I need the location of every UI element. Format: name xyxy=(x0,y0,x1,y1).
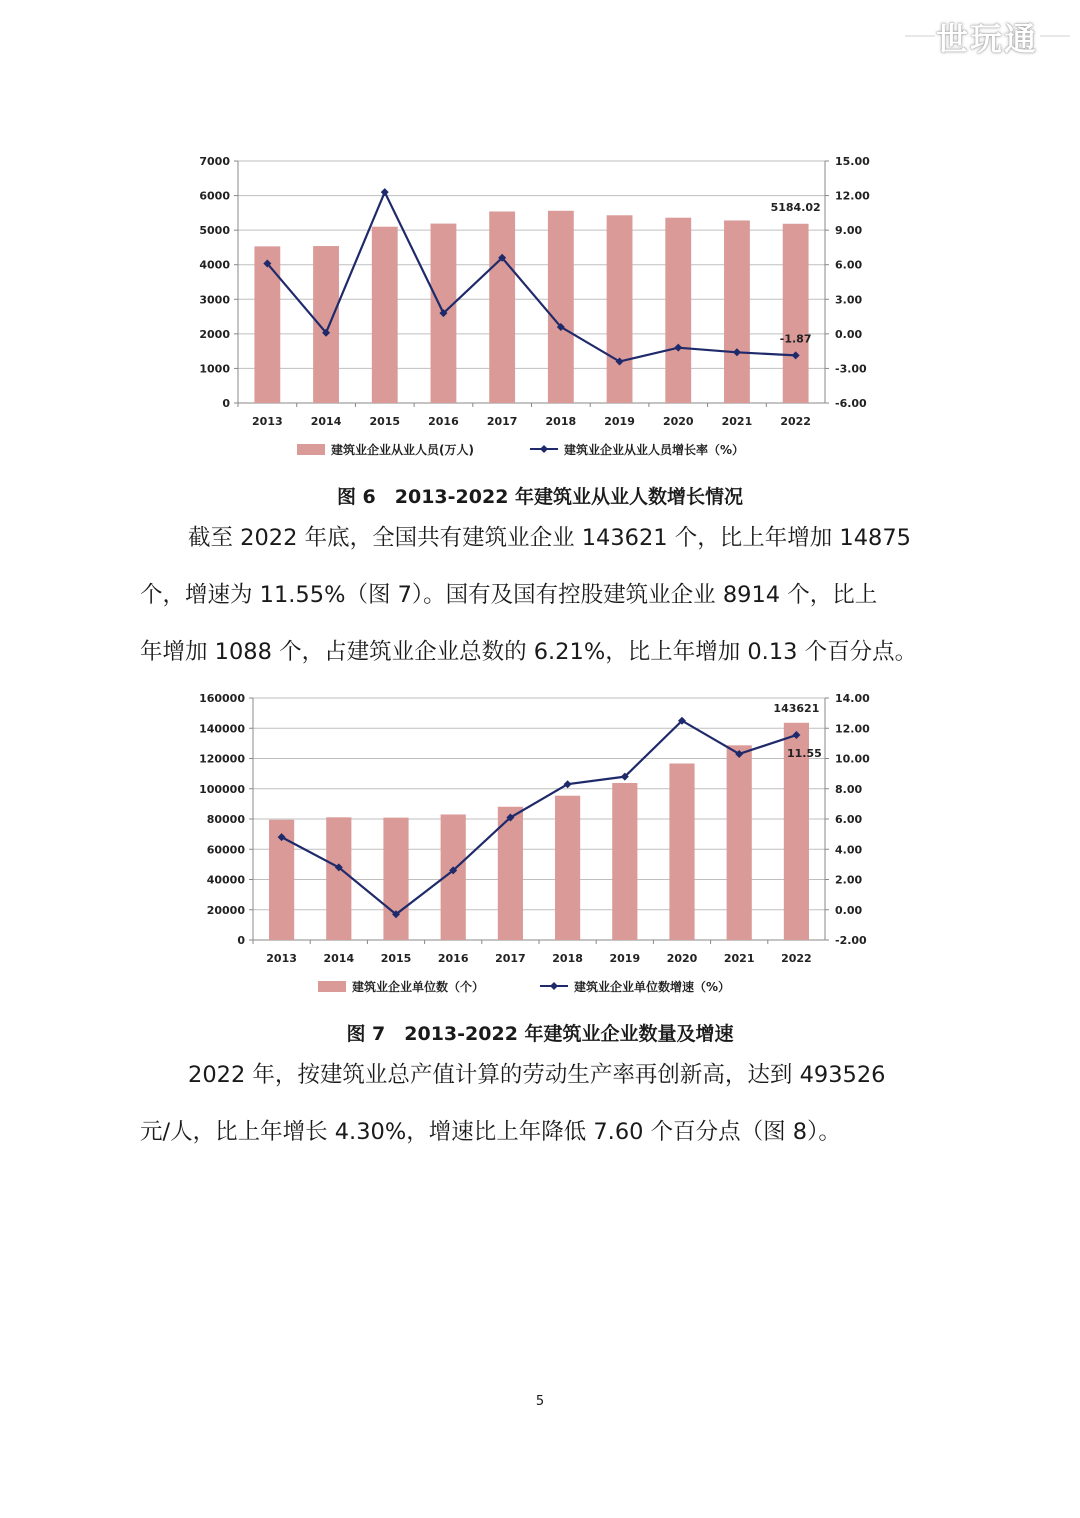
figure7-x-tick-label: 2018 xyxy=(552,952,583,965)
figure7-bar-data-label: 143621 xyxy=(773,701,820,715)
figure6-x-tick-label: 2016 xyxy=(428,415,459,428)
figure6-right-tick-label: -3.00 xyxy=(835,362,867,376)
figure6-right-tick-label: 15.00 xyxy=(835,155,870,168)
figure7-right-tick-label: 6.00 xyxy=(835,813,863,826)
figure6-legend-line-marker xyxy=(540,445,548,453)
figure7-legend-line-label: 建筑业企业单位数增速（%） xyxy=(574,980,731,994)
figure7-bar xyxy=(383,818,408,940)
figure7-x-tick-label: 2021 xyxy=(723,952,755,965)
figure6-x-tick-label: 2017 xyxy=(486,415,518,428)
figure7-x-tick-label: 2016 xyxy=(437,952,469,965)
figure6-x-tick-label: 2020 xyxy=(662,415,694,428)
figure6-x-tick-label: 2014 xyxy=(310,415,342,428)
figure6-bar xyxy=(548,211,574,403)
figure6-right-tick-label: 3.00 xyxy=(835,293,863,307)
figure6-right-tick-label: 0.00 xyxy=(835,327,863,341)
figure6-left-tick-label: 5000 xyxy=(199,224,230,238)
figure7-left-tick-label: 20000 xyxy=(206,903,245,917)
figure7-line-series xyxy=(282,721,797,915)
figure6-right-tick-label: -6.00 xyxy=(835,397,867,410)
figure6-x-tick-label: 2021 xyxy=(721,415,753,428)
paragraph-1-line-3: 年增加 1088 个，占建筑业企业总数的 6.21%，比上年增加 0.13 个百分点。 xyxy=(140,639,918,665)
figure6-x-tick-label: 2022 xyxy=(780,415,811,428)
figure7-line-data-label: 11.55 xyxy=(787,747,822,761)
figure7-right-tick-label: 2.00 xyxy=(835,873,863,887)
figure6-left-tick-label: 6000 xyxy=(199,189,230,203)
figure7-right-tick-label: 12.00 xyxy=(835,722,870,736)
figure6-left-tick-label: 0 xyxy=(222,397,230,410)
figure7-caption: 图 7 2013-2022 年建筑业企业数量及增速 xyxy=(346,1023,734,1045)
figure7-left-tick-label: 160000 xyxy=(199,692,245,705)
figure7-x-tick-label: 2020 xyxy=(666,952,698,965)
figure7-legend-bar-label: 建筑业企业单位数（个） xyxy=(352,980,485,994)
figure7-right-tick-label: 4.00 xyxy=(835,843,863,857)
figure7-left-tick-label: 60000 xyxy=(206,843,245,857)
figure6-right-tick-label: 12.00 xyxy=(835,189,870,203)
figure7-left-tick-label: 80000 xyxy=(206,813,245,826)
figure6-chart xyxy=(0,150,1080,470)
figure6-left-tick-label: 1000 xyxy=(199,362,230,376)
figure6-left-tick-label: 2000 xyxy=(199,327,230,341)
paragraph-2-line-1: 2022 年，按建筑业总产值计算的劳动生产率再创新高，达到 493526 xyxy=(188,1062,886,1088)
figure6-right-tick-label: 9.00 xyxy=(835,224,863,238)
figure7-left-tick-label: 120000 xyxy=(199,752,245,766)
figure6-left-tick-label: 7000 xyxy=(199,155,230,168)
figure7-legend-bar-swatch xyxy=(318,981,346,992)
figure7-bar xyxy=(669,763,694,940)
figure6-line-point xyxy=(381,188,389,196)
figure7-chart xyxy=(0,688,1080,1008)
figure7-x-tick-label: 2013 xyxy=(266,952,297,965)
paragraph-2 xyxy=(140,1047,940,1161)
page-number: 5 xyxy=(535,1394,545,1409)
figure6-bar xyxy=(665,218,691,403)
figure6-x-tick-label: 2019 xyxy=(604,415,635,428)
paragraph-1 xyxy=(140,510,940,681)
watermark-line-right xyxy=(1040,35,1070,37)
figure7-x-tick-label: 2015 xyxy=(380,952,412,965)
figure6-bar xyxy=(783,224,809,403)
figure7-legend-line-marker xyxy=(550,982,558,990)
figure7-bar xyxy=(326,817,351,940)
paragraph-2-line-2: 元/人，比上年增长 4.30%，增速比上年降低 7.60 个百分点（图 8）。 xyxy=(140,1119,841,1145)
figure7-left-tick-label: 140000 xyxy=(199,722,245,736)
figure6-x-tick-label: 2018 xyxy=(545,415,577,428)
watermark-line-left xyxy=(905,35,935,37)
paragraph-1-line-2: 个，增速为 11.55%（图 7）。国有及国有控股建筑业企业 8914 个，比上 xyxy=(140,582,878,608)
figure6-left-tick-label: 3000 xyxy=(199,293,230,307)
figure7-right-tick-label: 8.00 xyxy=(835,782,863,796)
figure6-caption: 图 6 2013-2022 年建筑业从业人数增长情况 xyxy=(336,486,744,508)
figure7-right-tick-label: 10.00 xyxy=(835,752,870,766)
figure6-right-tick-label: 6.00 xyxy=(835,258,863,272)
figure7-right-tick-label: 14.00 xyxy=(835,692,870,705)
figure7-x-tick-label: 2017 xyxy=(495,952,526,965)
figure6-left-tick-label: 4000 xyxy=(199,258,230,272)
figure6-line-series xyxy=(267,192,795,361)
figure7-left-tick-label: 40000 xyxy=(206,873,245,887)
figure7-x-tick-label: 2014 xyxy=(323,952,355,965)
figure7-right-tick-label: 0.00 xyxy=(835,903,863,917)
figure7-left-tick-label: 0 xyxy=(237,934,245,947)
figure6-legend-bar-swatch xyxy=(297,444,325,455)
figure6-line-data-label: -1.87 xyxy=(779,332,812,346)
figure7-x-tick-label: 2022 xyxy=(781,952,812,965)
figure6-bar xyxy=(372,227,398,403)
figure7-left-tick-label: 100000 xyxy=(199,782,245,796)
figure6-bar xyxy=(607,215,633,403)
figure6-bar xyxy=(724,220,750,403)
figure6-x-tick-label: 2015 xyxy=(369,415,401,428)
figure6-bar-data-label: 5184.02 xyxy=(770,200,821,214)
figure6-legend-bar-label: 建筑业企业从业人员(万人) xyxy=(331,443,474,457)
figure6-bar xyxy=(254,246,280,403)
paragraph-1-line-1: 截至 2022 年底，全国共有建筑业企业 143621 个，比上年增加 14875 xyxy=(188,525,911,551)
watermark-logo: 世玩通 xyxy=(936,20,1039,58)
figure7-bar xyxy=(555,796,580,940)
figure7-bar xyxy=(727,745,752,940)
figure6-bar xyxy=(313,246,339,403)
figure6-bar xyxy=(489,211,515,403)
figure7-right-tick-label: -2.00 xyxy=(835,934,867,947)
figure6-x-tick-label: 2013 xyxy=(252,415,283,428)
figure6-legend-line-label: 建筑业企业从业人员增长率（%） xyxy=(564,443,745,457)
figure7-x-tick-label: 2019 xyxy=(609,952,641,965)
figure7-bar xyxy=(612,783,637,940)
